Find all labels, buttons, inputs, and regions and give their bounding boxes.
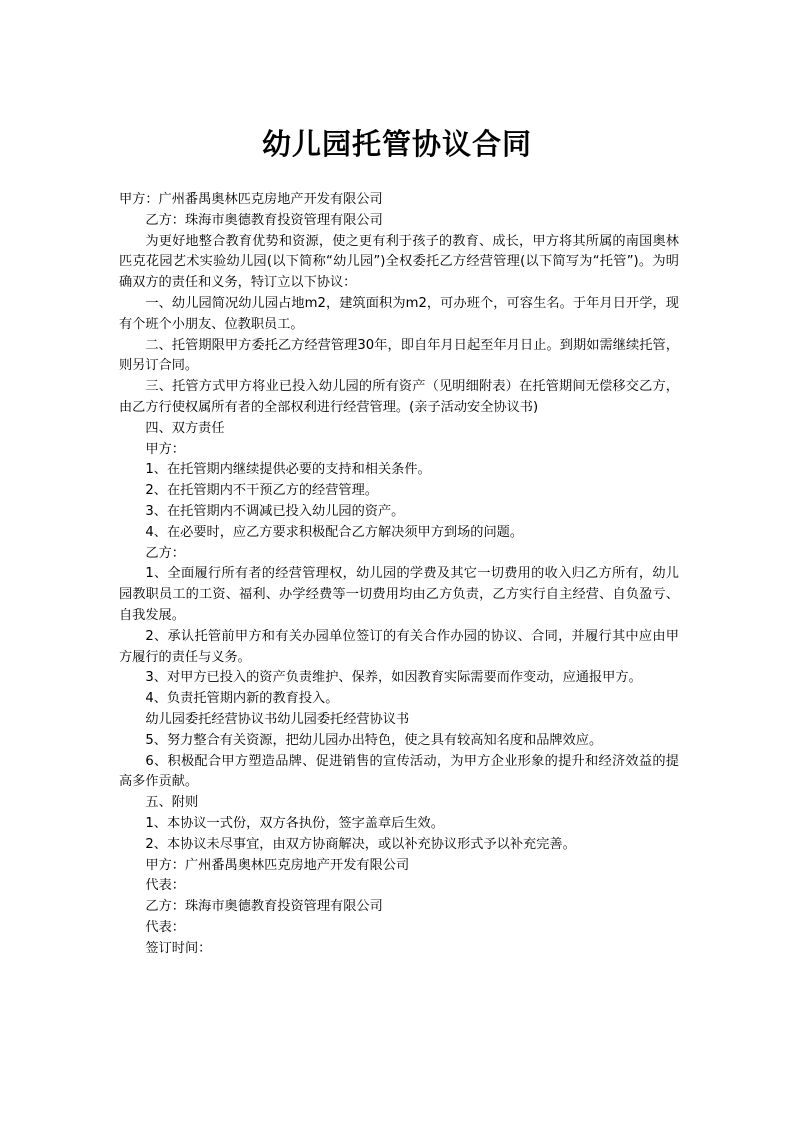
document-paragraph: 签订时间： [145,940,212,956]
document-paragraph: 代表： [145,878,185,894]
document-paragraph: 甲方： [145,441,185,457]
document-paragraph: 甲方：广州番禺奥林匹克房地产开发有限公司 [145,857,410,873]
document-paragraph: 幼儿园委托经营协议书幼儿园委托经营协议书 [145,711,410,727]
document-paragraph: 乙方：珠海市奥德教育投资管理有限公司 [145,899,383,915]
document-paragraph: 代表： [145,919,185,935]
document-paragraph: 三、托管方式甲方将业已投入幼儿园的所有资产（见明细附表）在托管期间无偿移交乙方，由乙方行使权属所有者的全部权利进行经营管理。(亲子活动安全协议书) [119,379,679,415]
document-paragraph: 1、在托管期内继续提供必要的支持和相关条件。 [145,462,431,478]
document-paragraph: 一、幼儿园简况幼儿园占地m2，建筑面积为m2，可办班个，可容生名。于年月日开学，现有个班个小朋友、位教职员工。 [119,295,679,332]
document-paragraph: 6、积极配合甲方塑造品牌、促进销售的宣传活动，为甲方企业形象的提升和经济效益的提高多作贡献。 [119,753,679,790]
document-paragraph: 乙方： [145,545,185,561]
document-paragraph: 2、在托管期内不干预乙方的经营管理。 [145,483,378,499]
document-paragraph: 二、托管期限甲方委托乙方经营管理30年，即自年月日起至年月日止。到期如需继续托管，则另订合同。 [119,337,679,374]
document-paragraph: 五、附则 [145,795,199,811]
document-paragraph: 四、双方责任 [145,420,225,436]
document-paragraph: 乙方：珠海市奥德教育投资管理有限公司 [145,212,383,228]
document-paragraph: 4、在必要时，应乙方要求积极配合乙方解决须甲方到场的问题。 [145,524,524,540]
document-paragraph: 甲方：广州番禺奥林匹克房地产开发有限公司 [119,192,383,207]
document-paragraph: 3、在托管期内不调减已投入幼儿园的资产。 [145,503,405,519]
document-paragraph: 2、本协议未尽事宜，由双方协商解决，或以补充协议形式予以补充完善。 [145,836,576,852]
document-paragraph: 2、承认托管前甲方和有关办园单位签订的有关合作办园的协议、合同，并履行其中应由甲方履行的责任与义务。 [119,628,679,665]
document-paragraph: 为更好地整合教育优势和资源，使之更有利于孩子的教育、成长，甲方将其所属的南国奥林匹克花园艺术实验幼儿园(以下简称“幼儿园”)全权委托乙方经营管理(以下简写为“托管”)。为明确双方的责任和义务，特订立以下协议： [119,233,679,291]
document-body [119,190,679,959]
document-paragraph: 5、努力整合有关资源，把幼儿园办出特色，使之具有较高知名度和品牌效应。 [145,732,603,748]
document-paragraph: 3、对甲方已投入的资产负责维护、保养，如因教育实际需要而作变动，应通报甲方。 [145,670,642,686]
document-title: 幼儿园托管协议合同 [261,127,532,161]
document-paragraph: 4、负责托管期内新的教育投入。 [145,691,339,707]
document-paragraph: 1、本协议一式份，双方各执份，签字盖章后生效。 [145,815,444,831]
document-paragraph: 1、全面履行所有者的经营管理权，幼儿园的学费及其它一切费用的收入归乙方所有，幼儿园教职员工的工资、福利、办学经费等一切费用均由乙方负责，乙方实行自主经营、自负盈亏、自我发展。 [119,566,679,623]
